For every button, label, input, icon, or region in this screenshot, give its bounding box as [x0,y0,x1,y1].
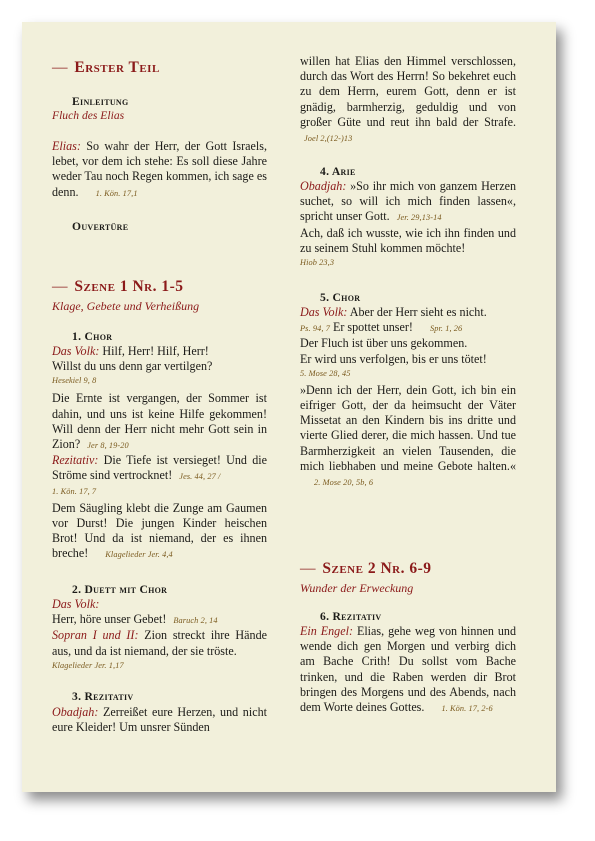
intro-subtitle-text: Fluch des Elias [52,109,125,122]
rez3-heading: 3. Rezitativ [72,690,134,703]
duett-line-a: Herr, höre unser Gebet! [52,612,167,627]
rez6-line: Elias, gehe weg von hinnen und wende dich gen Morgen und verbirg dich am Bache Crith! Du sollst vom Bache trinken, und die Raben werden dir Brot bringen des Morgens und des Abends, nach dem Worte deines Gottes. [300,624,517,715]
scene2-title-text: Szene 2 Nr. 6-9 [322,560,432,577]
scene1-title-text: Szene 1 Nr. 1-5 [74,278,184,295]
arie4-line-a: »So ihr mich von ganzem Herzen suchet, so will ich mich finden lassen«, spricht unser Gott. [300,179,516,224]
intro-subtitle [52,109,267,123]
bible-reference: Joel 2,(12-)13 [304,134,353,144]
speaker-sopran: Sopran I und II: [52,628,139,643]
chor1-heading: 1. Chor [72,330,113,343]
overture-heading: Ouvertüre [72,220,129,233]
chor5-line-a: Aber der Herr sieht es nicht. [349,305,487,319]
duett-heading-block [52,582,287,597]
chor1-heading-block [52,329,287,344]
chor1-text [52,344,267,562]
bible-reference: 1. Kön. 17,1 [95,188,138,198]
bible-reference: Klagelieder Jer. 1,17 [52,660,124,670]
chor5-line-e: »Denn ich der Herr, dein Gott, ich bin ein eifriger Gott, der da heimsucht der Väter Missetat an den Kindern bis ins dritte und vierte Glied derer, die mich hassen. Und tue Barmherzigkeit an vielen Tausenden, die mich liebhaben und meine Gebote halten.« [300,382,516,473]
bible-reference: Klagelieder Jer. 4,4 [105,550,173,560]
arie4-heading: 4. Arie [320,165,356,178]
rez3-line-left: Zerreißet eure Herzen, und nicht eure Kleider! Um unsrer Sünden [52,705,267,735]
scene2-title [300,560,516,578]
intro-text: So wahr der Herr, der Gott Israels, lebet, vor dem ich stehe: Es soll diese Jahre weder Tau noch Regen kommen, ich sage es denn. [52,139,267,199]
chor1-line-b: Willst du uns denn gar vertilgen? [52,359,213,374]
arie4-line-b: Ach, daß ich wusste, wie ich ihn finden und zu seinem Stuhl kommen möchte! [300,225,516,255]
rez3-text-left [52,705,267,735]
speaker-das-volk: Das Volk: [52,344,100,358]
intro-heading: Einleitung [72,95,129,108]
duett-heading: 2. Duett mit Chor [72,583,168,596]
arie4-text [300,179,516,270]
chor5-heading-block [300,290,536,305]
chor5-heading: 5. Chor [320,291,361,304]
rez3-text-right [300,54,516,146]
bible-reference: Hesekiel 9, 8 [52,376,97,386]
part-title-text: Erster Teil [74,59,160,76]
bible-reference: Ps. 94, 7 [300,324,330,334]
scene1-title-dash: — [52,278,68,295]
overture-block [52,219,287,234]
speaker-rezitativ: Rezitativ: [52,453,99,468]
intro-recitative [52,139,267,201]
chor5-text [300,305,516,490]
bible-reference: Jes. 44, 27 / [179,472,221,482]
intro-block [52,94,287,109]
bible-reference: 5. Mose 28, 45 [300,368,351,378]
program-page [22,22,556,792]
bible-reference: 2. Mose 20, 5b, 6 [314,478,374,488]
chor1-line-a: Hilf, Herr! Hilf, Herr! [102,344,209,358]
speaker-obadjah: Obadjah: [52,705,99,719]
scene2-subtitle [300,581,516,595]
scene2-subtitle-text: Wunder der Erweckung [300,581,414,595]
scene1-subtitle-text: Klage, Gebete und Verheißung [52,299,200,313]
bible-reference: Baruch 2, 14 [173,616,218,626]
arie4-heading-block [300,164,536,179]
bible-reference: 1. Kön. 17, 7 [52,486,97,496]
rez3-line-right: willen hat Elias den Himmel verschlossen, durch das Wort des Herrn! So bekehret euch zu dem Herrn, eurem Gott, denn er ist gnädig, barmherzig, geduldig und von großer Güte und reut ihn bald der Strafe. [300,54,516,129]
part-title [52,59,267,77]
chor1-line-e: Dem Säugling klebt die Zunge am Gaumen vor Durst! Die jungen Kinder heischen Brot! Und da ist niemand, der es ihnen breche! [52,500,267,561]
speaker-ein-engel: Ein Engel: [300,624,353,638]
speaker-das-volk: Das Volk: [52,597,100,611]
scene2-title-dash: — [300,560,316,577]
speaker-obadjah: Obadjah: [300,179,347,193]
bible-reference: Jer 8, 19-20 [87,441,129,451]
part-title-dash: — [52,59,68,76]
bible-reference: Spr. 1, 26 [429,324,463,334]
chor1-line-d: Die Tiefe ist versieget! Und die Ströme sind vertrocknet! [52,453,268,483]
rez6-heading: 6. Rezitativ [320,610,382,623]
chor5-line-d: Er wird uns verfolgen, bis er uns tötet! [300,351,487,366]
chor1-line-c: Die Ernte ist vergangen, der Sommer ist dahin, und uns ist keine Hilfe gekommen! Will denn der Herr nicht mehr Gott sein in Zion? [52,391,267,452]
duett-line-b: Zion streckt ihre Hände aus, und da ist niemand, der sie tröste. [52,628,267,658]
chor5-line-c: Der Fluch ist über uns gekommen. [300,336,468,351]
duett-text [52,597,267,673]
bible-reference: 1. Kön. 17, 2-6 [441,704,493,714]
rez3-heading-block [52,689,287,704]
speaker-das-volk: Das Volk: [300,305,348,319]
rez6-heading-block [300,609,536,624]
rez6-text [300,624,516,716]
chor5-line-b: Er spottet unser! [332,320,413,335]
scene1-title [52,278,267,296]
bible-reference: Hiob 23,3 [300,258,335,268]
bible-reference: Jer. 29,13-14 [396,213,442,223]
scene1-subtitle [52,299,267,313]
speaker-elias: Elias: [52,139,81,153]
